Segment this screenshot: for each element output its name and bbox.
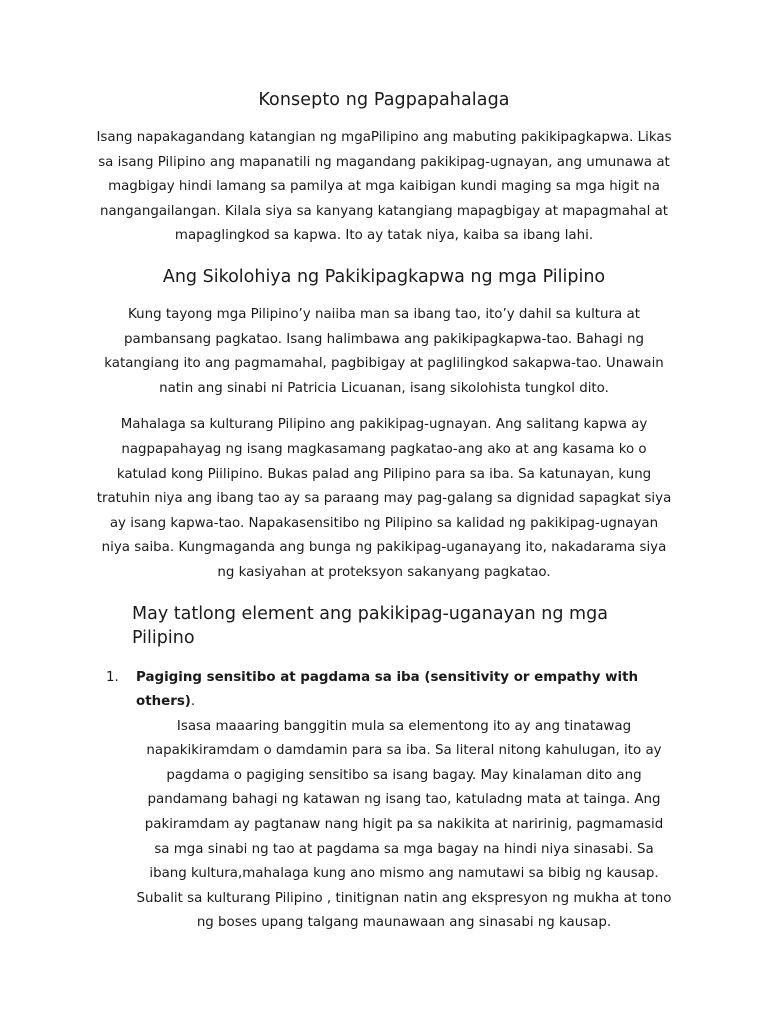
list-item-title: Pagiging sensitibo at pagdama sa iba (sensitivity or empathy with others) [136, 669, 639, 710]
section1-paragraph-1: Kung tayong mga Pilipino’y naiiba man sa ibang tao, ito’y dahil sa kultura at pambansang pagkatao. Isang halimbawa ang pakikipagkapwa-tao. Bahagi ng katangiang ito ang pagmamahal, pagbibigay at paglilingkod sakapwa-tao. Unawain natin ang sinabi ni Patricia Licuanan, isang sikolohista tungkol dito. [104, 306, 664, 396]
section1-heading: Ang Sikolohiya ng Pakikipagkapwa ng mga Pilipino [162, 266, 606, 287]
intro-paragraph: Isang napakagandang katangian ng mgaPilipino ang mabuting pakikipagkapwa. Likas sa isang Pilipino ang mapanatili ng magandang pakikipag-ugnayan, ang umunawa at magbigay hindi lamang sa pamilya at mga kaibigan kundi maging sa mga higit na nangangailangan. Kilala siya sa kanyang katangiang mapagbigay at mapagmahal at mapaglingkod sa kapwa. Ito ay tatak niya, kaiba sa ibang lahi. [96, 130, 672, 244]
section2-heading: May tatlong element ang pakikipag-uganayan ng mga Pilipino [132, 603, 608, 648]
section1-paragraph-2: Mahalaga sa kulturang Pilipino ang pakikipag-ugnayan. Ang salitang kapwa ay nagpapahayag ng isang magkasamang pagkatao-ang ako at ang kasama ko o katulad kong Piilipino. Bukas palad ang Pilipino para sa iba. Sa katunayan, kung tratuhin niya ang ibang tao ay sa paraang may pag-galang sa dignidad sapagkat siya ay isang kapwa-tao. Napakasensitibo ng Pilipino sa kalidad ng pakikipag-ugnayan niya saiba. Kungmaganda ang bunga ng pakikipag-uganayang ito, nakadarama siya ng kasiyahan at proteksyon sakanyang pagkatao. [96, 417, 672, 580]
list-item-title-end: . [190, 694, 196, 710]
page-title: Konsepto ng Pagpapahalaga [258, 90, 510, 110]
list-item [96, 666, 672, 937]
list-item-body: Isasa maaaring banggitin mula sa elementong ito ay ang tinatawag napakikiramdam o damdamin para sa iba. Sa literal nitong kahulugan, ito ay pagdama o pagiging sensitibo sa isang bagay. May kinalaman dito ang pandamang bahagi ng katawan ng isang tao, katuladng mata at tainga. Ang pakiramdam ay pagtanaw nang higit pa sa nakikita at naririnig, pagmamasid sa mga sinabi ng tao at pagdama sa mga bagay na hindi niya sinasabi. Sa ibang kultura,mahalaga kung ano mismo ang namutawi sa bibig ng kausap. Subalit sa kulturang Pilipino , tinitignan natin ang ekspresyon ng mukha at tono ng boses upang talgang maunawaan ang sinasabi ng kausap. [136, 718, 672, 931]
list-item-number: 1. [106, 669, 119, 685]
elements-list [96, 666, 672, 937]
